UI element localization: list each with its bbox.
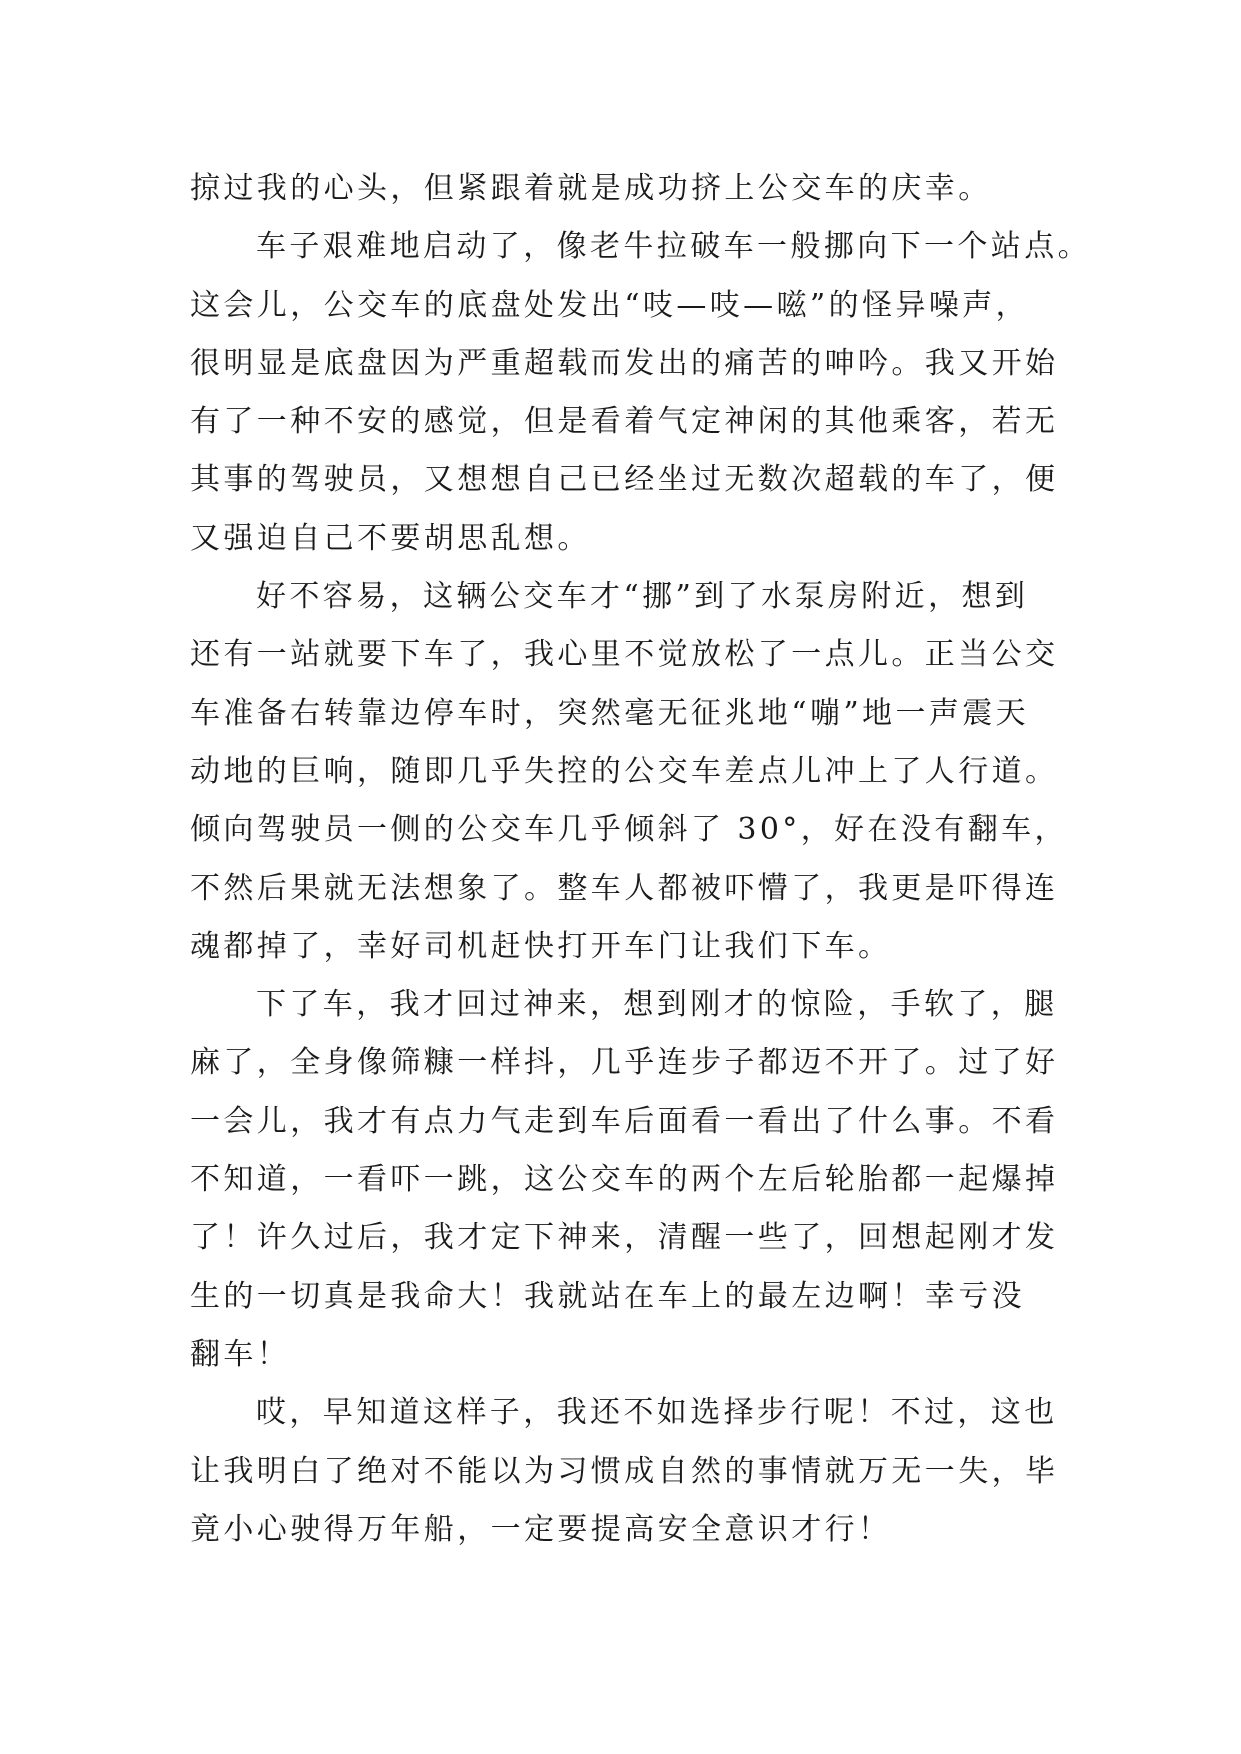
text-line: 很明显是底盘因为严重超载而发出的痛苦的呻吟。我又开始 <box>190 345 1059 381</box>
text-line: 麻了，全身像筛糠一样抖，几乎连步子都迈不开了。过了好 <box>190 1045 1059 1081</box>
text-line: 魂都掉了，幸好司机赶快打开车门让我们下车。 <box>190 928 892 964</box>
text-line: 竟小心驶得万年船，一定要提高安全意识才行！ <box>190 1511 892 1547</box>
text-line: 车准备右转靠边停车时，突然毫无征兆地“嘣”地一声震天 <box>190 695 1030 731</box>
text-line: 不然后果就无法想象了。整车人都被吓懵了，我更是吓得连 <box>190 870 1059 906</box>
text-line: 让我明白了绝对不能以为习惯成自然的事情就万无一失，毕 <box>190 1453 1059 1489</box>
text-line: 翻车！ <box>190 1336 291 1372</box>
text-line: 一会儿，我才有点力气走到车后面看一看出了什么事。不看 <box>190 1103 1059 1139</box>
text-line: 好不容易，这辆公交车才“挪”到了水泵房附近，想到 <box>256 579 1029 615</box>
text-line: 哎，早知道这样子，我还不如选择步行呢！不过，这也 <box>256 1395 1058 1431</box>
text-line: 这会儿，公交车的底盘处发出“吱—吱—嗞”的怪异噪声， <box>190 287 1030 323</box>
text-line: 了！许久过后，我才定下神来，清醒一些了，回想起刚才发 <box>190 1220 1059 1256</box>
text-line: 掠过我的心头，但紧跟着就是成功挤上公交车的庆幸。 <box>190 171 992 206</box>
text-line: 其事的驾驶员，又想想自己已经坐过无数次超载的车了，便 <box>190 462 1059 498</box>
text-line: 倾向驾驶员一侧的公交车几乎倾斜了 30°，好在没有翻车， <box>190 812 1068 848</box>
text-line: 不知道，一看吓一跳，这公交车的两个左后轮胎都一起爆掉 <box>190 1162 1059 1198</box>
text-line: 下了车，我才回过神来，想到刚才的惊险，手软了，腿 <box>256 987 1058 1023</box>
body-text <box>190 160 1091 1559</box>
text-line: 有了一种不安的感觉，但是看着气定神闲的其他乘客，若无 <box>190 404 1059 440</box>
text-line: 又强迫自己不要胡思乱想。 <box>190 520 591 556</box>
text-line: 车子艰难地启动了，像老牛拉破车一般挪向下一个站点。 <box>256 229 1091 265</box>
text-line: 还有一站就要下车了，我心里不觉放松了一点儿。正当公交 <box>190 637 1059 673</box>
text-line: 生的一切真是我命大！我就站在车上的最左边啊！幸亏没 <box>190 1278 1025 1314</box>
text-line: 动地的巨响，随即几乎失控的公交车差点儿冲上了人行道。 <box>190 753 1059 789</box>
